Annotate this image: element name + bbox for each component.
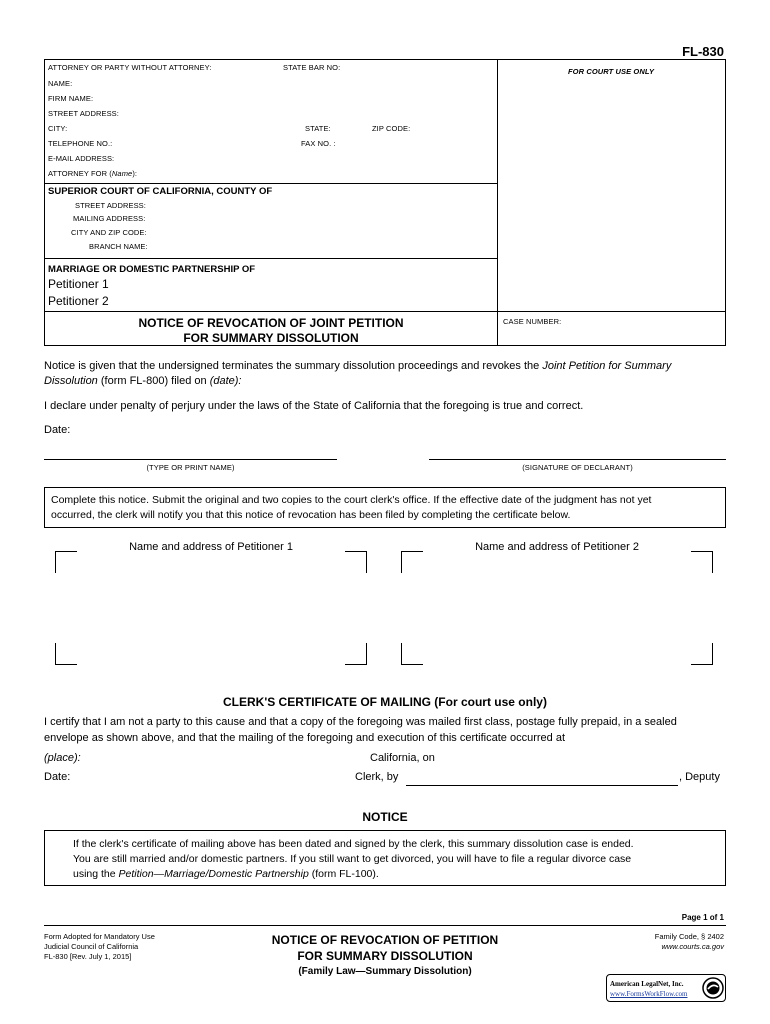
notice-line3a: using the [73, 868, 119, 880]
address2-corner-br [691, 643, 713, 665]
state-label: STATE: [305, 124, 331, 133]
adopted-line2: Judicial Council of California [44, 942, 139, 951]
notice-text-c: Dissolution [44, 375, 98, 387]
court-title: SUPERIOR COURT OF CALIFORNIA, COUNTY OF [48, 186, 273, 197]
address2-corner-bl [401, 643, 423, 665]
notice-text-e: (date): [209, 375, 242, 387]
instructions-box [44, 487, 726, 528]
firm-name-label: FIRM NAME: [48, 94, 94, 103]
attorney-label: ATTORNEY OR PARTY WITHOUT ATTORNEY: [48, 63, 212, 72]
attorney-for-label [48, 169, 137, 178]
clerk-signature-line[interactable] [406, 785, 678, 786]
type-name-caption: (TYPE OR PRINT NAME) [146, 463, 235, 472]
petitioner1-address-label: Name and address of Petitioner 1 [129, 541, 293, 553]
case-number-label: CASE NUMBER: [503, 317, 562, 326]
name-label: NAME: [48, 79, 73, 88]
address2-corner-tr [691, 551, 713, 573]
certificate-title: CLERK'S CERTIFICATE OF MAILING (For court use only) [223, 695, 547, 709]
petitioner-1: Petitioner 1 [48, 277, 109, 291]
fax-label: FAX NO. : [301, 139, 336, 148]
vendor-text [610, 979, 687, 999]
notice-line1: If the clerk's certificate of mailing above has been dated and signed by the clerk, this summary dissolution case is ended. [73, 838, 634, 850]
adopted-line1: Form Adopted for Mandatory Use [44, 932, 155, 941]
court-street-label: STREET ADDRESS: [75, 201, 146, 210]
footer-title-line1: NOTICE OF REVOCATION OF PETITION [271, 933, 499, 947]
state-bar-label: STATE BAR NO: [283, 63, 341, 72]
clerk-date-label: Date: [44, 771, 71, 783]
notice-line3c: (form FL-100). [308, 868, 379, 880]
instructions-line1: Complete this notice. Submit the original and two copies to the court clerk's office. If the effective date of the judgment has not yet [51, 494, 652, 506]
city-label: CITY: [48, 124, 68, 133]
petitioner-2: Petitioner 2 [48, 294, 109, 308]
notice-text-d: (form FL-800) filed on [97, 375, 210, 387]
attorney-for-prefix: ATTORNEY FOR ( [48, 169, 112, 178]
form-adopted-block [44, 932, 155, 962]
zip-code-label: ZIP CODE: [372, 124, 411, 133]
court-branch-label: BRANCH NAME: [89, 242, 148, 251]
address1-corner-tr [345, 551, 367, 573]
telephone-label: TELEPHONE NO.: [48, 139, 113, 148]
header-divider-vertical [497, 59, 498, 346]
street-address-label: STREET ADDRESS: [48, 109, 119, 118]
instructions-line2: occurred, the clerk will notify you that this notice of revocation has been filed by completing the certificate below. [51, 509, 571, 521]
title-section-top [44, 311, 726, 312]
notice-title-line1: NOTICE OF REVOCATION OF JOINT PETITION [138, 316, 404, 330]
notice-heading: NOTICE [362, 810, 408, 824]
california-on-label: California, on [370, 752, 435, 764]
signature-caption: (SIGNATURE OF DECLARANT) [522, 463, 633, 472]
attorney-for-suffix: ): [132, 169, 138, 178]
court-city-zip-label: CITY AND ZIP CODE: [71, 228, 147, 237]
notice-box [44, 830, 726, 886]
address1-corner-br [345, 643, 367, 665]
certificate-line1: I certify that I am not a party to this cause and that a copy of the foregoing was mailed first class, postage fully prepaid, in a sealed [44, 716, 677, 728]
declarant-signature-line[interactable] [429, 459, 726, 460]
courts-website[interactable]: www.courts.ca.gov [661, 942, 724, 951]
court-use-label: FOR COURT USE ONLY [568, 67, 655, 76]
date-label: Date: [44, 424, 71, 436]
notice-text-b: Joint Petition for Summary [542, 360, 672, 372]
notice-line3b: Petition—Marriage/Domestic Partnership [118, 868, 309, 880]
vendor-logo-icon [701, 976, 725, 1000]
notice-text-a: Notice is given that the undersigned terminates the summary dissolution proceedings and revokes the [44, 360, 543, 372]
attorney-for-name: Name [111, 169, 133, 178]
notice-line2: You are still married and/or domestic partners. If you still want to get divorced, you will have to file a regular divorce case [73, 853, 632, 865]
address1-corner-tl [55, 551, 77, 573]
page-number: Page 1 of 1 [681, 913, 724, 922]
deputy-label: , Deputy [679, 771, 720, 783]
petitioner2-address-label: Name and address of Petitioner 2 [475, 541, 639, 553]
certificate-line2: envelope as shown above, and that the mailing of the foregoing and execution of this certificate occurred at [44, 732, 565, 744]
notice-title [44, 316, 498, 346]
address1-corner-bl [55, 643, 77, 665]
vendor-name: American LegalNet, Inc. [610, 980, 684, 988]
family-code-block [655, 932, 724, 952]
clerk-by-label: Clerk, by [355, 771, 399, 783]
name-signature-line[interactable] [44, 459, 337, 460]
footer-title [235, 932, 535, 980]
parties-section-top [44, 258, 498, 259]
family-code: Family Code, § 2402 [654, 932, 724, 941]
notice-title-line2: FOR SUMMARY DISSOLUTION [183, 331, 359, 345]
declare-text: I declare under penalty of perjury under the laws of the State of California that the foregoing is true and correct. [44, 400, 584, 412]
court-section-top [44, 183, 498, 184]
footer-title-line2: FOR SUMMARY DISSOLUTION [297, 949, 473, 963]
address2-corner-tl [401, 551, 423, 573]
notice-paragraph [44, 359, 734, 389]
footer-rule [44, 925, 726, 926]
notice-line3 [73, 867, 725, 882]
court-mailing-label: MAILING ADDRESS: [73, 214, 146, 223]
vendor-link[interactable]: www.FormsWorkFlow.com [610, 990, 688, 998]
header-box [44, 59, 726, 346]
certificate-paragraph [44, 714, 734, 746]
parties-title: MARRIAGE OR DOMESTIC PARTNERSHIP OF [48, 264, 256, 275]
adopted-line3: FL-830 [Rev. July 1, 2015] [44, 952, 132, 961]
footer-title-line3: (Family Law—Summary Dissolution) [298, 966, 472, 977]
email-label: E-MAIL ADDRESS: [48, 154, 115, 163]
place-label: (place): [44, 752, 81, 764]
form-code: FL-830 [682, 44, 724, 59]
